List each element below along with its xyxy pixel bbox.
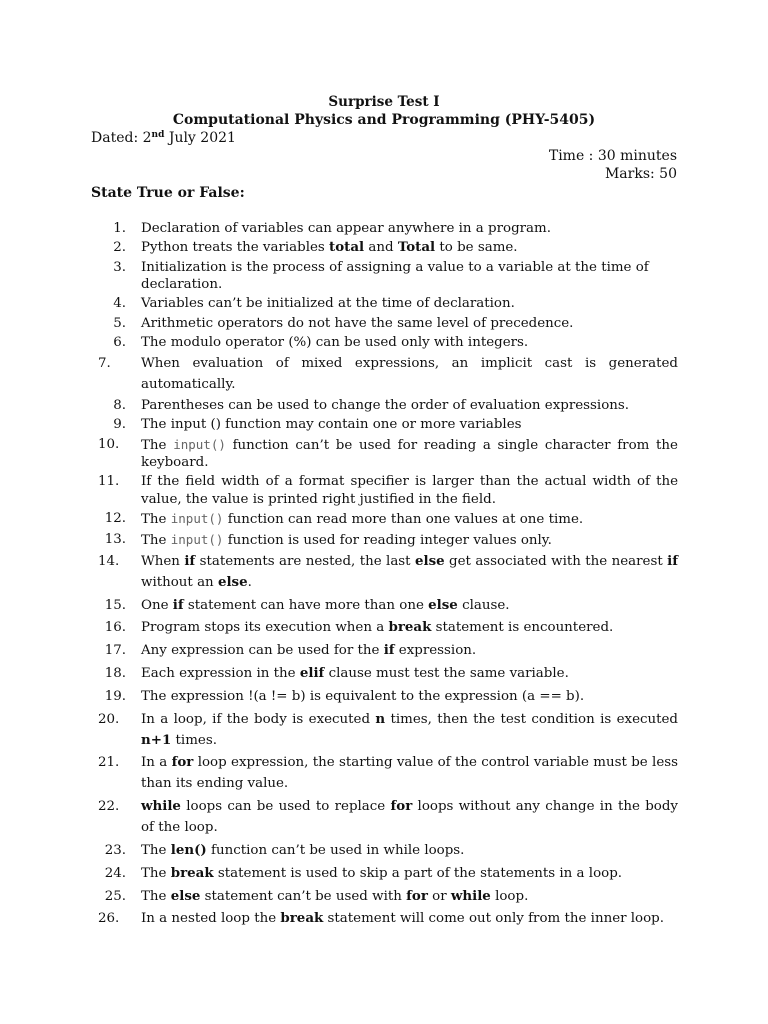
question-text: without an <box>141 574 218 590</box>
section-heading: State True or False: <box>91 185 245 201</box>
question-number: 26 . <box>98 908 126 929</box>
bold-keyword: len() <box>170 842 207 859</box>
bold-keyword: if <box>667 552 678 569</box>
code-keyword: input() <box>173 436 226 452</box>
bold-keyword: if <box>172 596 184 613</box>
question-text: In a loop, if the body is executed <box>141 711 376 727</box>
bold-keyword: else <box>428 596 458 613</box>
question-number: 8 . <box>98 397 126 415</box>
question-text: When <box>141 553 185 569</box>
bold-keyword: total <box>329 239 365 256</box>
question-item <box>0 436 678 472</box>
question-number: 12 . <box>98 510 126 528</box>
question-number: 16 . <box>98 617 126 638</box>
question-item <box>0 595 678 616</box>
question-text: In a nested loop the <box>141 911 281 927</box>
question-text: The modulo operator (%) can be used only with integers. <box>141 334 529 350</box>
question-text: and <box>364 240 398 256</box>
question-number: 18 . <box>98 663 126 684</box>
question-text: function can read more than one values at one time. <box>223 512 584 528</box>
question-number: 25 . <box>98 886 126 907</box>
question-text: Any expression can be used for the <box>141 643 384 659</box>
question-text: times. <box>171 732 217 748</box>
question-number: 15 . <box>98 595 126 616</box>
question-text: get associated with the nearest <box>444 553 668 569</box>
question-item <box>0 840 678 861</box>
question-number: 6 . <box>98 334 126 352</box>
question-text: The <box>141 512 171 528</box>
question-text: Arithmetic operators do not have the same level of precedence. <box>141 315 574 331</box>
question-text: Python treats the variables <box>141 240 330 256</box>
question-text: loop expression, the starting value of the control variable must be less than its ending value. <box>141 755 678 792</box>
question-item <box>0 531 678 550</box>
question-text: Each expression in the <box>141 666 300 682</box>
question-list <box>0 220 768 931</box>
question-item <box>0 397 678 415</box>
bold-keyword: for <box>171 754 194 771</box>
question-item <box>0 796 678 838</box>
question-text: Initialization is the process of assigning a value to a variable at the time of declaration. <box>141 259 649 293</box>
question-number: 9 . <box>98 416 126 434</box>
question-number: 3 . <box>98 259 126 277</box>
question-text: The <box>141 843 171 859</box>
question-item <box>0 295 678 313</box>
date-label: Dated: 2 <box>91 130 152 146</box>
question-text: function can’t be used in while loops. <box>206 843 465 859</box>
question-text: statement is encountered. <box>431 620 614 636</box>
question-text: Variables can’t be initialized at the time of declaration. <box>141 296 515 312</box>
date-ordinal-suffix: nd <box>151 130 165 140</box>
bold-keyword: break <box>280 910 324 927</box>
question-item <box>0 416 678 434</box>
code-keyword: input() <box>170 511 224 527</box>
question-number: 2 . <box>98 239 126 257</box>
question-text: statements are nested, the last <box>195 553 415 569</box>
question-item <box>0 686 678 707</box>
question-item <box>0 473 678 508</box>
question-item <box>0 551 678 593</box>
question-text: to be same. <box>435 240 518 256</box>
question-text: loop. <box>490 888 529 904</box>
question-text: The <box>141 532 171 548</box>
bold-keyword: else <box>414 552 445 569</box>
question-text: loops without any change in the body of the loop. <box>141 799 678 836</box>
date-month-year: July 2021 <box>164 130 236 146</box>
bold-keyword: for <box>406 887 428 904</box>
question-item <box>0 259 678 294</box>
bold-keyword: else <box>170 887 201 904</box>
question-number: 4 . <box>98 295 126 313</box>
question-text: function can’t be used for reading a single character from the keyboard. <box>141 437 678 471</box>
question-text: . <box>247 574 252 590</box>
question-item <box>0 617 678 638</box>
bold-keyword: while <box>141 798 181 815</box>
question-number: 14 . <box>98 551 126 572</box>
question-text: Program stops its execution when a <box>141 620 389 636</box>
question-number: 13 . <box>98 531 126 549</box>
question-text: expression. <box>394 643 477 659</box>
question-text: Declaration of variables can appear anywhere in a program. <box>141 221 551 236</box>
question-text: times, then the test condition is executed <box>385 711 678 727</box>
question-number: 20 . <box>98 709 126 730</box>
question-text: One <box>141 597 173 613</box>
question-number: 5 . <box>98 315 126 333</box>
question-number: 10 . <box>98 436 126 454</box>
question-text: statement is used to skip a part of the statements in a loop. <box>213 865 623 881</box>
question-text: statement will come out only from the inner loop. <box>323 911 665 927</box>
question-text: When evaluation of mixed expressions, an implicit cast is generated automatically. <box>141 356 678 393</box>
question-number: 1 . <box>98 220 126 238</box>
question-item <box>0 709 678 751</box>
bold-keyword: if <box>383 642 395 659</box>
bold-keyword: else <box>217 573 248 590</box>
bold-keyword: n <box>375 710 386 727</box>
question-number: 11 . <box>98 473 126 491</box>
question-item <box>0 752 678 794</box>
question-item <box>0 334 678 352</box>
question-text: Parentheses can be used to change the order of evaluation expressions. <box>141 398 630 414</box>
code-keyword: input() <box>170 531 224 547</box>
question-number: 24 . <box>98 863 126 884</box>
question-text: If the field width of a format specifier is larger than the actual width of the value, the value is printed right justified in the field. <box>141 474 678 507</box>
question-item <box>0 640 678 661</box>
bold-keyword: if <box>184 552 196 569</box>
bold-keyword: break <box>170 864 214 881</box>
question-item <box>0 886 678 907</box>
question-text: The input () function may contain one or more variables <box>141 417 522 433</box>
question-item <box>0 510 678 529</box>
course-title: Computational Physics and Programming (PHY-5405) <box>172 112 596 128</box>
question-number: 7 . <box>98 353 126 374</box>
question-number: 21 . <box>98 752 126 773</box>
question-text: function is used for reading integer values only. <box>223 532 552 548</box>
question-text: The <box>141 888 171 904</box>
question-text: In a <box>141 755 172 771</box>
question-item <box>0 663 678 684</box>
question-text: The expression !(a != b) is equivalent to the expression (a == b). <box>141 688 585 704</box>
question-item <box>0 863 678 884</box>
time-allowed: Time : 30 minutes <box>548 148 677 164</box>
date-line <box>91 130 236 146</box>
question-text: clause. <box>457 597 510 613</box>
question-item <box>0 220 678 238</box>
bold-keyword: break <box>388 619 432 636</box>
question-text: clause must test the same variable. <box>324 666 569 682</box>
question-text: The <box>141 865 171 881</box>
question-text: The <box>141 437 174 453</box>
question-text: statement can’t be used with <box>200 888 407 904</box>
question-item <box>0 353 678 395</box>
question-text: or <box>427 888 451 904</box>
question-number: 17 . <box>98 640 126 661</box>
question-text: loops can be used to replace <box>180 799 391 815</box>
question-item <box>0 239 678 257</box>
question-number: 19 . <box>98 686 126 707</box>
question-number: 22 . <box>98 796 126 817</box>
question-item <box>0 908 678 929</box>
bold-keyword: for <box>390 798 413 815</box>
bold-keyword: n+1 <box>141 731 172 748</box>
question-number: 23 . <box>98 840 126 861</box>
bold-keyword: elif <box>299 665 325 682</box>
total-marks: Marks: 50 <box>604 166 677 182</box>
question-item <box>0 315 678 333</box>
test-title: Surprise Test I <box>328 94 440 110</box>
bold-keyword: while <box>450 887 491 904</box>
bold-keyword: Total <box>397 239 436 256</box>
question-text: statement can have more than one <box>183 597 429 613</box>
